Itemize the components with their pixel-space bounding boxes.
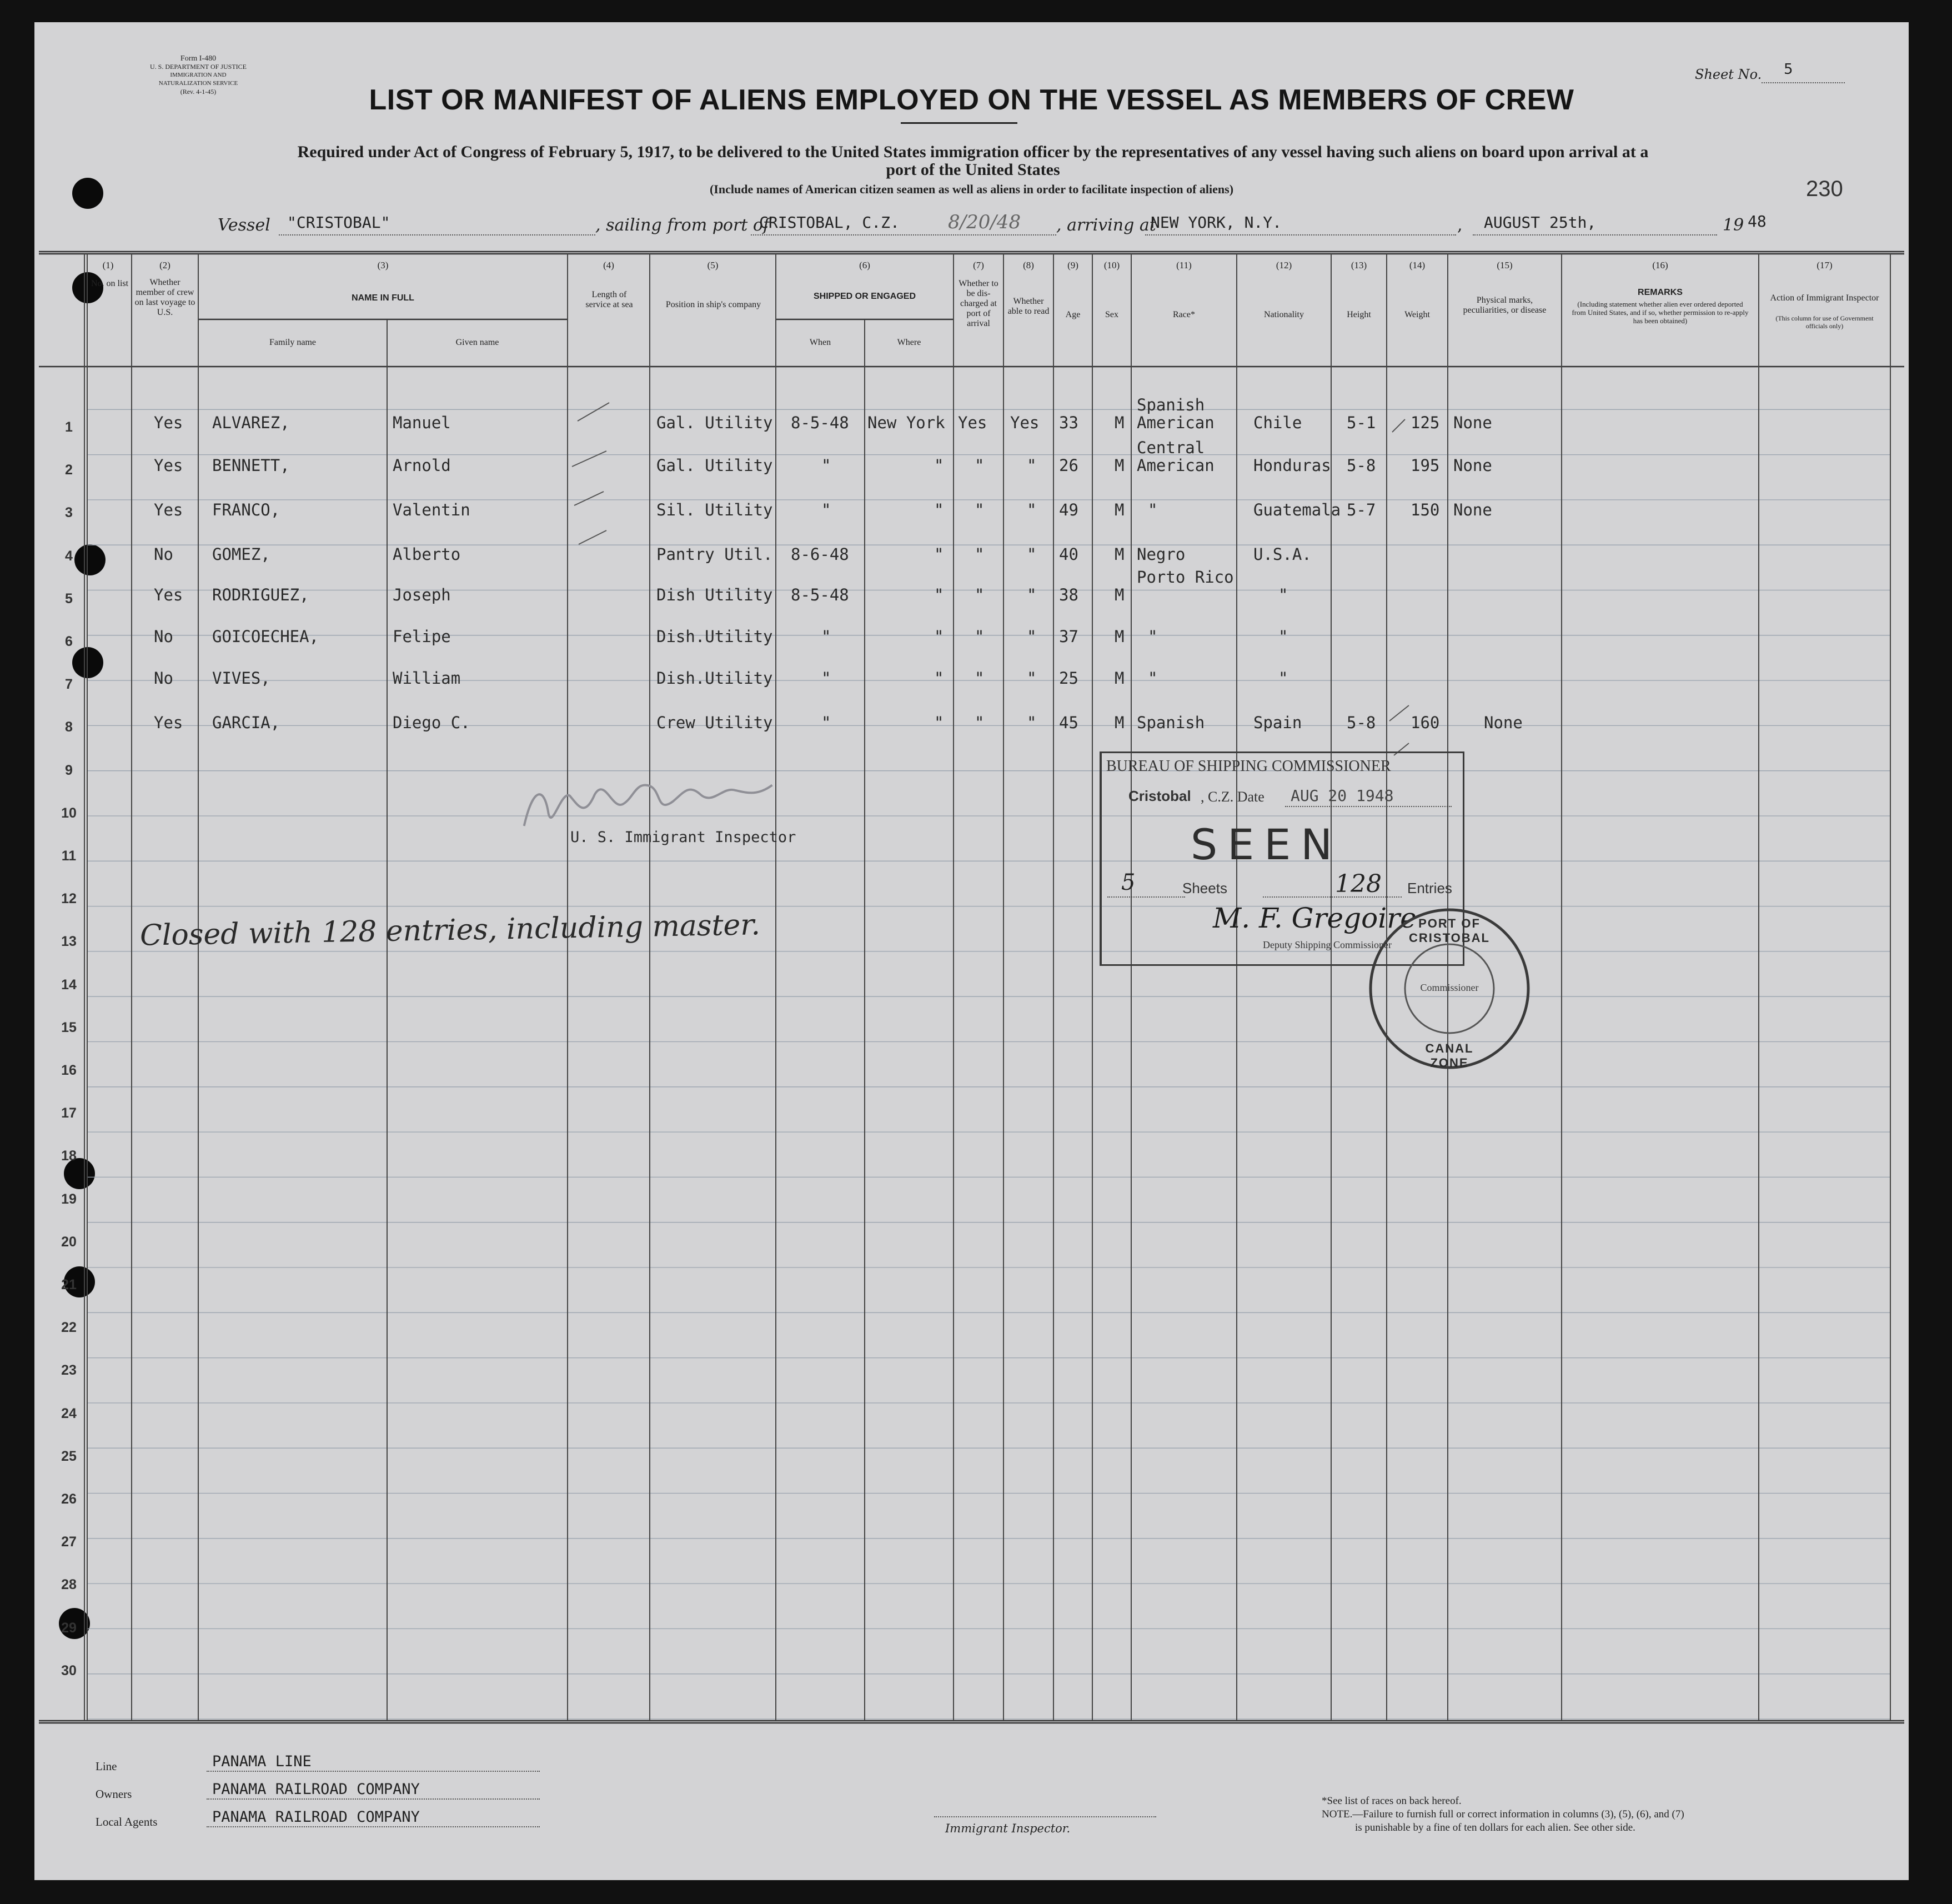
col-num-10: (10) (1103, 260, 1120, 270)
cell-age: 33 (1059, 413, 1078, 432)
cell-nationality: Spain (1253, 713, 1302, 732)
cell-when: 8-6-48 (791, 545, 849, 564)
cell-height: 5-1 (1347, 413, 1376, 432)
cell-race: " (1148, 500, 1158, 519)
cell-race: Central American (1137, 438, 1215, 475)
cell-age: 25 (1059, 669, 1078, 688)
cell-position: Dish.Utility (656, 627, 773, 646)
col-num-14: (14) (1409, 260, 1426, 270)
cell-discharged: " (975, 500, 985, 519)
col-num-8: (8) (1023, 260, 1034, 270)
vessel-line: Vessel "CRISTOBAL" , sailing from port of CRISTOBAL, C.Z. 8/20/48 , arriving at NEW YORK, N.Y. , AUGUST 25th, 19 48 (218, 211, 1767, 235)
cell-read: " (1027, 669, 1037, 688)
subtitle-line-1: Required under Act of Congress of February 5, 1917, to be delivered to the United States immigration officer by the representatives of any vessel having such aliens on board upon arrival at a (297, 143, 1649, 161)
cell-position: Gal. Utility (656, 413, 773, 432)
manifest-sheet (34, 22, 1909, 1880)
cell-when: " (821, 627, 831, 646)
cell-last-voyage: Yes (154, 413, 183, 432)
col-num-7: (7) (973, 260, 984, 270)
line-number: 5 (65, 590, 73, 607)
cell-weight: 150 (1411, 500, 1440, 519)
col-num-2: (2) (159, 260, 170, 270)
cell-when: 8-5-48 (791, 413, 849, 432)
cell-sex: M (1115, 627, 1125, 646)
line-number: 27 (61, 1534, 77, 1550)
stamp-header: BUREAU OF SHIPPING COMMISSIONER (1106, 758, 1391, 775)
subtitle-line-2: port of the United States (886, 161, 1060, 179)
col-header-remarks-detail: (Including statement whether alien ever ordered deported from United States, and if so, whether permission to re-apply has been obtained) (1572, 300, 1749, 325)
line-number: 10 (61, 805, 77, 821)
cell-position: Dish.Utility (656, 669, 773, 688)
line-number: 29 (61, 1620, 77, 1636)
cell-age: 45 (1059, 713, 1078, 732)
department: U. S. DEPARTMENT OF JUSTICE (150, 63, 247, 71)
col-header-service: Length of service at sea (585, 290, 633, 309)
arrival-port: NEW YORK, N.Y. (1151, 213, 1282, 232)
cell-nationality: " (1278, 585, 1288, 604)
cell-last-voyage: Yes (154, 500, 183, 519)
cell-family: GOMEZ, (212, 545, 270, 564)
cell-last-voyage: Yes (154, 456, 183, 475)
year-prefix: 19 (1723, 216, 1744, 235)
cell-discharged: " (975, 713, 985, 732)
col-header-no: No. on list (91, 279, 129, 288)
canal-zone-seal (1366, 905, 1533, 1072)
col-header-position: Position in ship's company (665, 300, 761, 309)
line-number: 21 (61, 1277, 77, 1292)
seal-ring-top: PORT OF CRISTOBAL (1409, 916, 1490, 945)
col-header-read: Whether able to read (1007, 297, 1050, 316)
cell-race: " (1148, 627, 1158, 646)
line-number: 23 (61, 1362, 77, 1379)
col-num-3: (3) (377, 260, 389, 270)
cell-nationality: Guatemala (1253, 500, 1341, 519)
seal-ring-bottom: CANAL ZONE (1425, 1041, 1474, 1070)
footer-fine-note-2: is punishable by a fine of ten dollars for each alien. See other side. (1355, 1822, 1635, 1833)
line-number: 19 (61, 1191, 77, 1207)
cell-read: " (1027, 456, 1037, 475)
col-header-height: Height (1347, 310, 1371, 319)
cell-age: 38 (1059, 585, 1078, 604)
line-number: 22 (61, 1320, 77, 1336)
line-number: 11 (61, 848, 77, 864)
seal-center: Commissioner (1420, 982, 1479, 993)
line-number: 8 (65, 719, 73, 735)
line-number: 24 (61, 1405, 77, 1421)
col-header-age: Age (1065, 310, 1081, 319)
line-number: 7 (65, 677, 73, 693)
cell-given: William (393, 669, 461, 688)
cell-given: Manuel (393, 413, 451, 432)
revision: (Rev. 4-1-45) (180, 88, 217, 96)
closing-note: Closed with 128 entries, including master. (139, 908, 761, 953)
line-number: 3 (65, 505, 73, 521)
cell-position: Pantry Util. (656, 545, 773, 564)
footer-agents-value: PANAMA RAILROAD COMPANY (212, 1808, 420, 1826)
service: IMMIGRATION AND NATURALIZATION SERVICE (158, 72, 238, 87)
cell-weight: 160 (1411, 713, 1440, 732)
cell-discharged: Yes (958, 413, 987, 432)
line-number: 26 (61, 1491, 77, 1507)
cell-nationality: U.S.A. (1253, 545, 1312, 564)
cell-position: Sil. Utility (656, 500, 773, 519)
arriving-label: , arriving at (1056, 216, 1156, 235)
cell-family: VIVES, (212, 669, 270, 688)
col-header-sex: Sex (1105, 310, 1118, 319)
cell-last-voyage: No (154, 627, 173, 646)
line-number: 14 (61, 976, 77, 993)
sheet-label: Sheet No. (1695, 67, 1762, 82)
year-suffix: 48 (1748, 212, 1767, 231)
col-header-shipped: SHIPPED OR ENGAGED (813, 292, 916, 301)
cell-sex: M (1115, 413, 1125, 432)
col-header-when: When (809, 338, 831, 347)
stamp-date: AUG 20 1948 (1291, 786, 1394, 805)
cell-given: Valentin (393, 500, 470, 519)
cell-position: Dish Utility (656, 585, 773, 604)
line-number: 2 (65, 462, 73, 478)
cell-race: Porto Rico (1137, 568, 1234, 587)
line-number: 4 (65, 548, 73, 564)
cell-family: GARCIA, (212, 713, 280, 732)
cell-read: " (1027, 500, 1037, 519)
line-number: 12 (61, 891, 77, 907)
cell-race: Negro (1137, 545, 1186, 564)
cell-discharged: " (975, 627, 985, 646)
col-num-4: (4) (603, 260, 614, 270)
col-header-action: Action of Immigrant Inspector (1770, 293, 1879, 303)
footer-line-value: PANAMA LINE (212, 1753, 312, 1770)
col-num-16: (16) (1652, 260, 1668, 270)
footer-race-note: *See list of races on back hereof. (1322, 1795, 1462, 1807)
cell-marks: None (1453, 413, 1492, 432)
line-number: 6 (65, 634, 73, 649)
stamp-sheets-count: 5 (1121, 870, 1136, 895)
footer-fine-note-1: NOTE.—Failure to furnish full or correct information in columns (3), (5), (6), and (7) (1322, 1808, 1684, 1820)
cell-read: Yes (1010, 413, 1040, 432)
cell-sex: M (1115, 669, 1125, 688)
cell-when: " (821, 500, 831, 519)
arrival-date: AUGUST 25th, (1484, 213, 1597, 232)
cell-age: 26 (1059, 456, 1078, 475)
cell-read: " (1027, 627, 1037, 646)
page-title: LIST OR MANIFEST OF ALIENS EMPLOYED ON THE VESSEL AS MEMBERS OF CREW (369, 84, 1574, 116)
cell-weight: 125 (1411, 413, 1440, 432)
footer-inspector-label: Immigrant Inspector. (945, 1822, 1071, 1835)
handwritten-sail-date: 8/20/48 (948, 211, 1021, 233)
col-header-remarks: REMARKS (1638, 288, 1683, 297)
vessel-label: Vessel (218, 216, 270, 235)
col-header-family-name: Family name (269, 338, 316, 347)
vessel-name: "CRISTOBAL" (287, 213, 390, 232)
stamp-role: Deputy Shipping Commissioner (1263, 939, 1392, 950)
cell-sex: M (1115, 713, 1125, 732)
line-number: 1 (65, 419, 73, 435)
col-num-17: (17) (1816, 260, 1833, 270)
sailing-port: CRISTOBAL, C.Z. (759, 213, 900, 232)
col-header-physical: Physical marks, peculiarities, or disease (1463, 295, 1547, 315)
cell-discharged: " (975, 456, 985, 475)
form-id: Form I-480 (180, 54, 217, 63)
line-number: 20 (61, 1234, 77, 1250)
col-header-action-detail: (This column for use of Government officials only) (1775, 314, 1874, 330)
col-header-nationality: Nationality (1264, 310, 1304, 319)
cell-height: 5-7 (1347, 500, 1376, 519)
cell-given: Alberto (393, 545, 461, 564)
cell-given: Arnold (393, 456, 451, 475)
cell-sex: M (1115, 456, 1125, 475)
col-header-where: Where (897, 338, 921, 347)
sheet-number: 5 (1784, 61, 1793, 78)
cell-nationality: " (1278, 627, 1288, 646)
col-header-discharged: Whether to be dis-charged at port of arrival (959, 279, 998, 328)
cell-age: 37 (1059, 627, 1078, 646)
col-header-race: Race* (1173, 310, 1195, 319)
cell-sex: M (1115, 585, 1125, 604)
col-num-12: (12) (1276, 260, 1292, 270)
col-header-weight: Weight (1404, 310, 1430, 319)
cell-last-voyage: No (154, 669, 173, 688)
cell-race: Spanish (1137, 713, 1205, 732)
cell-given: Joseph (393, 585, 451, 604)
col-num-5: (5) (707, 260, 719, 270)
cell-family: ALVAREZ, (212, 413, 290, 432)
cell-discharged: " (975, 669, 985, 688)
line-number: 30 (61, 1662, 77, 1678)
cell-height: 5-8 (1347, 456, 1376, 475)
cell-where: " (934, 456, 944, 475)
inspector-label: U. S. Immigrant Inspector (570, 829, 796, 846)
col-num-9: (9) (1067, 260, 1078, 270)
cell-weight: 195 (1411, 456, 1440, 475)
col-header-name: NAME IN FULL (352, 293, 414, 303)
cell-nationality: Honduras (1253, 456, 1331, 475)
stamp-entries-label: Entries (1407, 880, 1452, 896)
cell-where: " (934, 713, 944, 732)
cell-where: " (934, 669, 944, 688)
footer-line-label: Line (96, 1760, 117, 1773)
page-stamp-number: 230 (1806, 177, 1843, 201)
line-number: 18 (61, 1148, 77, 1164)
cell-when: " (821, 669, 831, 688)
stamp-entries-count: 128 (1335, 870, 1382, 898)
cell-where: New York (867, 413, 945, 432)
stamp-sheets-label: Sheets (1182, 880, 1227, 896)
cell-given: Diego C. (393, 713, 470, 732)
footer-owners-label: Owners (96, 1787, 132, 1801)
line-number: 16 (61, 1063, 77, 1078)
cell-read: " (1027, 545, 1037, 564)
cell-sex: M (1115, 545, 1125, 564)
cell-where: " (934, 627, 944, 646)
cell-where: " (934, 500, 944, 519)
col-header-given-name: Given name (455, 338, 499, 347)
cell-marks: None (1453, 456, 1492, 475)
cell-family: BENNETT, (212, 456, 290, 475)
cell-last-voyage: Yes (154, 585, 183, 604)
cell-where: " (934, 545, 944, 564)
stamp-seen: SEEN (1191, 820, 1343, 869)
cell-read: " (1027, 713, 1037, 732)
col-num-15: (15) (1497, 260, 1513, 270)
sailing-label: , sailing from port of (595, 216, 770, 235)
footer-owners-value: PANAMA RAILROAD COMPANY (212, 1781, 420, 1798)
col-num-13: (13) (1351, 260, 1367, 270)
col-num-11: (11) (1176, 260, 1192, 270)
cell-age: 49 (1059, 500, 1078, 519)
cell-given: Felipe (393, 627, 451, 646)
cell-age: 40 (1059, 545, 1078, 564)
line-number: 9 (65, 762, 73, 778)
cell-height: 5-8 (1347, 713, 1376, 732)
cell-family: RODRIGUEZ, (212, 585, 309, 604)
footer-agents-label: Local Agents (96, 1815, 158, 1828)
cell-marks: None (1453, 500, 1492, 519)
cell-nationality: " (1278, 669, 1288, 688)
cell-marks: None (1484, 713, 1523, 732)
cell-family: FRANCO, (212, 500, 280, 519)
cell-when: " (821, 713, 831, 732)
cell-when: " (821, 456, 831, 475)
line-number: 15 (61, 1019, 77, 1035)
col-header-last-voyage: Whether member of crew on last voyage to U.S. (134, 278, 195, 317)
cell-when: 8-5-48 (791, 585, 849, 604)
line-number: 17 (61, 1105, 77, 1121)
stamp-place: Cristobal (1128, 788, 1191, 804)
col-num-6: (6) (859, 260, 870, 270)
cell-where: " (934, 585, 944, 604)
cell-race: Spanish American (1137, 395, 1215, 432)
line-number: 28 (61, 1577, 77, 1593)
line-number: 13 (61, 934, 77, 950)
cell-read: " (1027, 585, 1037, 604)
cell-nationality: Chile (1253, 413, 1302, 432)
stamp-place-suffix: , C.Z. Date (1201, 789, 1264, 805)
subtitle-note: (Include names of American citizen seamen as well as aliens in order to facilitate inspection of aliens) (709, 182, 1234, 196)
cell-position: Gal. Utility (656, 456, 773, 475)
stamp-signature: M. F. Gregoire (1213, 902, 1417, 934)
cell-race: " (1148, 669, 1158, 688)
cell-discharged: " (975, 545, 985, 564)
line-number: 25 (61, 1448, 77, 1464)
cell-last-voyage: Yes (154, 713, 183, 732)
col-num-1: (1) (102, 260, 114, 270)
cell-sex: M (1115, 500, 1125, 519)
cell-last-voyage: No (154, 545, 173, 564)
cell-discharged: " (975, 585, 985, 604)
cell-family: GOICOECHEA, (212, 627, 319, 646)
cell-position: Crew Utility (656, 713, 773, 732)
